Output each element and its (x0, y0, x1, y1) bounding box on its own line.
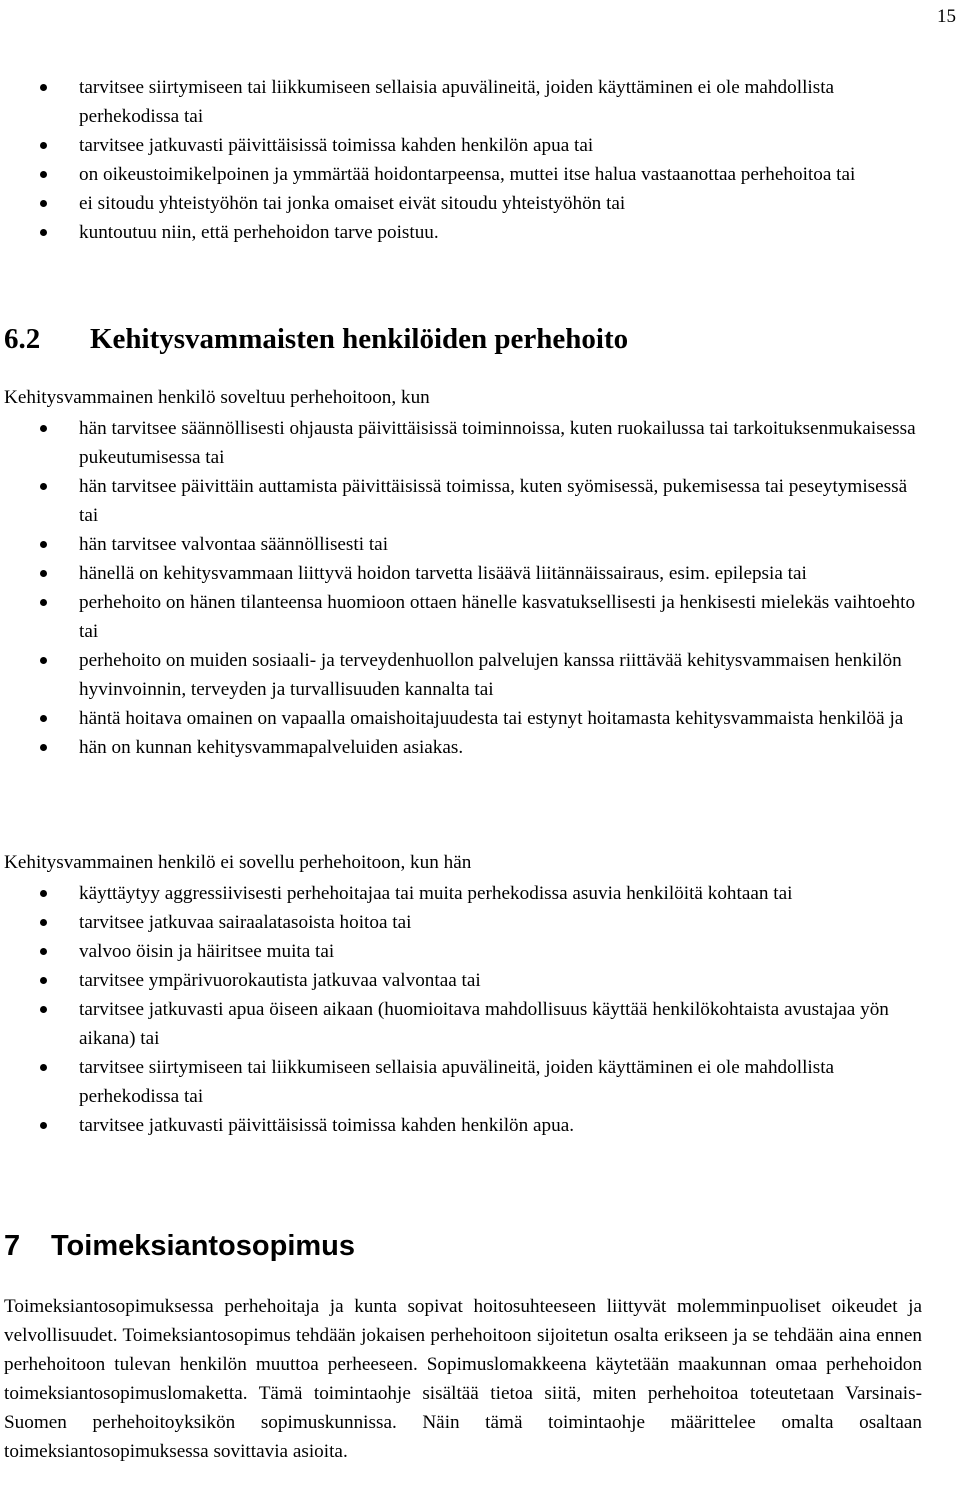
list-item: hän tarvitsee valvontaa säännöllisesti tai (4, 530, 922, 559)
list-item: hän on kunnan kehitysvammapalveluiden asiakas. (4, 733, 922, 762)
list-item: tarvitsee jatkuvaa sairaalatasoista hoitoa tai (4, 908, 922, 937)
list-item: on oikeustoimikelpoinen ja ymmärtää hoidontarpeensa, muttei itse halua vastaanottaa perhehoitoa tai (4, 160, 922, 189)
section-6-2-body (4, 383, 922, 762)
list-item: ei sitoudu yhteistyöhön tai jonka omaiset eivät sitoudu yhteistyöhön tai (4, 189, 922, 218)
list-item: tarvitsee jatkuvasti apua öiseen aikaan (huomioitava mahdollisuus käyttää henkilökohtaista avustajaa yön aikana) tai (4, 995, 922, 1053)
list-item: valvoo öisin ja häiritsee muita tai (4, 937, 922, 966)
section-title: Toimeksiantosopimus (51, 1230, 356, 1262)
list-item: hänellä on kehitysvammaan liittyvä hoidon tarvetta lisäävä liitännäissairaus, esim. epilepsia tai (4, 559, 922, 588)
list-item: hän tarvitsee päivittäin auttamista päivittäisissä toimissa, kuten syömisessä, pukemisessa tai peseytymisessä tai (4, 472, 922, 530)
section-6-2-not-suitable (4, 848, 922, 1140)
list-item: hän tarvitsee säännöllisesti ohjausta päivittäisissä toiminnoissa, kuten ruokailussa tai tarkoituksenmukaisessa pukeutumisessa tai (4, 414, 922, 472)
section-7-heading (4, 1228, 355, 1264)
intro-suitable: Kehitysvammainen henkilö soveltuu perhehoitoon, kun (4, 387, 430, 408)
section-title: Kehitysvammaisten henkilöiden perhehoito (90, 323, 629, 355)
list-item: tarvitsee ympärivuorokautista jatkuvaa valvontaa tai (4, 966, 922, 995)
page-number: 15 (937, 6, 956, 27)
list-item: tarvitsee jatkuvasti päivittäisissä toimissa kahden henkilön apua tai (4, 131, 922, 160)
list-item: tarvitsee jatkuvasti päivittäisissä toimissa kahden henkilön apua. (4, 1111, 922, 1140)
list-item: tarvitsee siirtymiseen tai liikkumiseen sellaisia apuvälineitä, joiden käyttäminen ei ole mahdollista perhekodissa tai (4, 73, 922, 131)
section-7-paragraph: Toimeksiantosopimuksessa perhehoitaja ja kunta sopivat hoitosuhteeseen liittyvät molemminpuoliset oikeudet ja velvollisuudet. Toimeksiantosopimus tehdään jokaisen perhehoitoon sijoitetun osalta erikseen ja se tehdään aina ennen perhehoitoon tulevan henkilön muuttoa perheeseen. Sopimuslomakkeena käytetään maakunnan omaa perhehoidon toimeksiantosopimuslomaketta. Tämä toimintaohje sisältää tietoa siitä, miten perhehoitoa toteutetaan Varsinais-Suomen perhehoitoyksikön sopimuskunnissa. Näin tämä toimintaohje määrittelee omalta osaltaan toimeksiantosopimuksessa sovittavia asioita. (4, 1296, 922, 1462)
intro-not-suitable: Kehitysvammainen henkilö ei sovellu perhehoitoon, kun hän (4, 852, 472, 873)
list-item: häntä hoitava omainen on vapaalla omaishoitajuudesta tai estynyt hoitamasta kehitysvammaista henkilöä ja (4, 704, 922, 733)
bullet-list-top (4, 73, 922, 247)
list-item: tarvitsee siirtymiseen tai liikkumiseen sellaisia apuvälineitä, joiden käyttäminen ei ole mahdollista perhekodissa tai (4, 1053, 922, 1111)
section-number: 7 (4, 1230, 21, 1262)
list-item: kuntoutuu niin, että perhehoidon tarve poistuu. (4, 218, 922, 247)
section-number: 6.2 (4, 323, 41, 355)
list-item: perhehoito on hänen tilanteensa huomioon ottaen hänelle kasvatuksellisesti ja henkisesti mielekäs vaihtoehto tai (4, 588, 922, 646)
list-item: perhehoito on muiden sosiaali- ja terveydenhuollon palvelujen kanssa riittävää kehitysvammaisen henkilön hyvinvoinnin, terveyden ja turvallisuuden kannalta tai (4, 646, 922, 704)
list-item: käyttäytyy aggressiivisesti perhehoitajaa tai muita perhekodissa asuvia henkilöitä kohtaan tai (4, 879, 922, 908)
section-6-2-heading (4, 322, 628, 356)
